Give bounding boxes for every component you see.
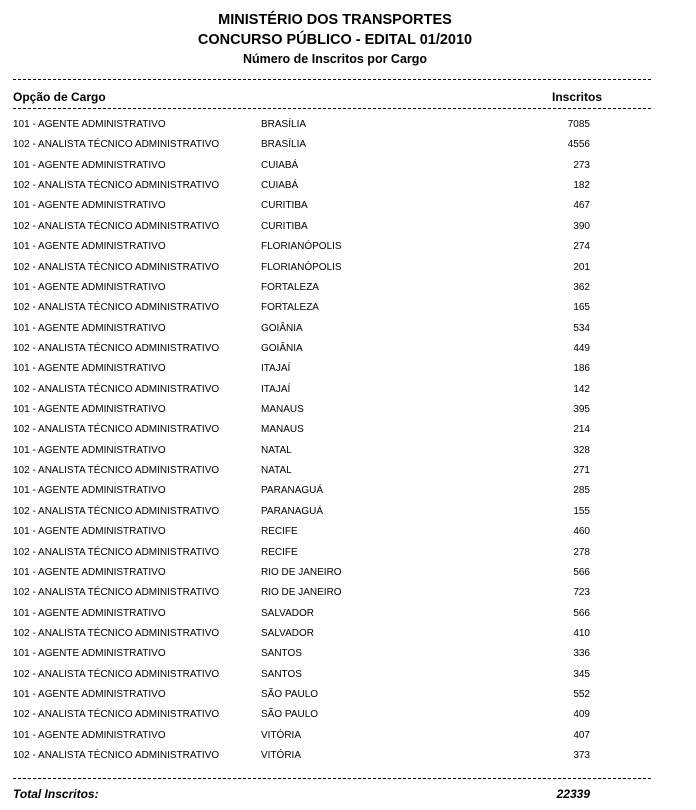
cargo-cell: 101 - AGENTE ADMINISTRATIVO: [13, 485, 166, 497]
inscritos-cell: 186: [573, 363, 590, 375]
table-row: [0, 380, 696, 400]
inscritos-cell: 390: [573, 220, 590, 232]
cargo-cell: 102 - ANALISTA TÉCNICO ADMINISTRATIVO: [13, 587, 220, 599]
cargo-cell: 101 - AGENTE ADMINISTRATIVO: [13, 526, 166, 538]
table-row: [0, 685, 696, 705]
table-row: [0, 502, 696, 522]
city-cell: PARANAGUÁ: [261, 485, 324, 497]
cargo-cell: 102 - ANALISTA TÉCNICO ADMINISTRATIVO: [13, 180, 220, 192]
city-cell: CURITIBA: [261, 220, 308, 232]
city-cell: BRASÍLIA: [261, 139, 307, 151]
table-row: [0, 176, 696, 196]
cargo-cell: 102 - ANALISTA TÉCNICO ADMINISTRATIVO: [13, 139, 220, 151]
city-cell: FORTALEZA: [261, 302, 319, 314]
top-divider: [13, 79, 651, 80]
table-row: [0, 217, 696, 237]
table-row: [0, 359, 696, 379]
city-cell: GOIÂNIA: [261, 322, 303, 334]
city-cell: FLORIANÓPOLIS: [261, 261, 342, 273]
cargo-cell: 102 - ANALISTA TÉCNICO ADMINISTRATIVO: [13, 546, 220, 558]
inscritos-cell: 723: [573, 587, 590, 599]
inscritos-cell: 373: [573, 750, 590, 762]
table-row: [0, 339, 696, 359]
cargo-cell: 101 - AGENTE ADMINISTRATIVO: [13, 607, 166, 619]
inscritos-cell: 409: [573, 709, 590, 721]
inscritos-cell: 566: [573, 566, 590, 578]
city-cell: MANAUS: [261, 424, 304, 436]
table-row: [0, 583, 696, 603]
city-cell: RECIFE: [261, 546, 298, 558]
table-row: [0, 258, 696, 278]
table-row: [0, 746, 696, 766]
table-row: [0, 705, 696, 725]
table-row: [0, 135, 696, 155]
cargo-cell: 101 - AGENTE ADMINISTRATIVO: [13, 241, 166, 253]
cargo-cell: 101 - AGENTE ADMINISTRATIVO: [13, 281, 166, 293]
cargo-cell: 101 - AGENTE ADMINISTRATIVO: [13, 119, 166, 130]
total-value: 22339: [556, 787, 590, 801]
city-cell: MANAUS: [261, 404, 304, 416]
cargo-cell: 102 - ANALISTA TÉCNICO ADMINISTRATIVO: [13, 668, 220, 680]
cargo-cell: 101 - AGENTE ADMINISTRATIVO: [13, 729, 166, 741]
inscritos-cell: 534: [573, 322, 590, 334]
city-cell: NATAL: [261, 444, 292, 456]
city-cell: VITÓRIA: [261, 729, 302, 741]
report-subtitle: Número de Inscritos por Cargo: [242, 52, 428, 66]
inscritos-cell: 285: [573, 485, 590, 497]
inscritos-cell: 4556: [567, 139, 590, 151]
table-row: [0, 400, 696, 420]
inscritos-cell: 449: [573, 342, 590, 354]
cargo-cell: 102 - ANALISTA TÉCNICO ADMINISTRATIVO: [13, 627, 220, 639]
table-row: [0, 420, 696, 440]
header-divider: [13, 108, 651, 109]
inscritos-cell: 328: [573, 444, 590, 456]
table-row: [0, 115, 696, 135]
table-row: [0, 563, 696, 583]
cargo-cell: 102 - ANALISTA TÉCNICO ADMINISTRATIVO: [13, 383, 220, 395]
inscritos-cell: 271: [573, 465, 590, 477]
table-row: [0, 461, 696, 481]
inscritos-cell: 7085: [567, 119, 590, 130]
cargo-cell: 102 - ANALISTA TÉCNICO ADMINISTRATIVO: [13, 505, 220, 517]
city-cell: VITÓRIA: [261, 750, 302, 762]
table-row: [0, 319, 696, 339]
column-header-inscritos: Inscritos: [552, 90, 603, 104]
city-cell: BRASÍLIA: [261, 119, 307, 130]
cargo-cell: 102 - ANALISTA TÉCNICO ADMINISTRATIVO: [13, 424, 220, 436]
city-cell: CUIABÁ: [261, 180, 299, 192]
cargo-cell: 102 - ANALISTA TÉCNICO ADMINISTRATIVO: [13, 465, 220, 477]
city-cell: SÃO PAULO: [261, 689, 319, 701]
cargo-cell: 101 - AGENTE ADMINISTRATIVO: [13, 322, 166, 334]
cargo-cell: 102 - ANALISTA TÉCNICO ADMINISTRATIVO: [13, 261, 220, 273]
cargo-cell: 102 - ANALISTA TÉCNICO ADMINISTRATIVO: [13, 750, 220, 762]
inscritos-cell: 273: [573, 159, 590, 171]
table-row: [0, 156, 696, 176]
inscritos-cell: 278: [573, 546, 590, 558]
city-cell: ITAJAÍ: [261, 383, 291, 395]
table-row: [0, 604, 696, 624]
city-cell: SANTOS: [261, 668, 302, 680]
table-row: [0, 196, 696, 216]
city-cell: NATAL: [261, 465, 292, 477]
cargo-cell: 102 - ANALISTA TÉCNICO ADMINISTRATIVO: [13, 342, 220, 354]
cargo-cell: 101 - AGENTE ADMINISTRATIVO: [13, 689, 166, 701]
cargo-cell: 101 - AGENTE ADMINISTRATIVO: [13, 200, 166, 212]
table-row: [0, 278, 696, 298]
inscritos-cell: 407: [573, 729, 590, 741]
inscritos-cell: 182: [573, 180, 590, 192]
inscritos-cell: 214: [573, 424, 590, 436]
inscritos-cell: 336: [573, 648, 590, 660]
inscritos-cell: 201: [573, 261, 590, 273]
cargo-cell: 102 - ANALISTA TÉCNICO ADMINISTRATIVO: [13, 709, 220, 721]
city-cell: SALVADOR: [261, 607, 314, 619]
inscritos-cell: 165: [573, 302, 590, 314]
table-row: [0, 665, 696, 685]
table-row: [0, 522, 696, 542]
table-row: [0, 298, 696, 318]
inscritos-cell: 467: [573, 200, 590, 212]
table-row: [0, 624, 696, 644]
city-cell: SALVADOR: [261, 627, 314, 639]
bottom-divider: [13, 778, 651, 779]
inscritos-cell: 410: [573, 627, 590, 639]
table-row: [0, 481, 696, 501]
cargo-cell: 102 - ANALISTA TÉCNICO ADMINISTRATIVO: [13, 220, 220, 232]
city-cell: SANTOS: [261, 648, 302, 660]
inscritos-cell: 566: [573, 607, 590, 619]
city-cell: FLORIANÓPOLIS: [261, 241, 342, 253]
inscritos-cell: 155: [573, 505, 590, 517]
inscritos-cell: 345: [573, 668, 590, 680]
ministry-title: MINISTÉRIO DOS TRANSPORTES: [218, 12, 452, 28]
total-label: Total Inscritos:: [13, 787, 99, 801]
document-header: [0, 10, 670, 68]
city-cell: RIO DE JANEIRO: [261, 566, 342, 578]
column-header-cargo: Opção de Cargo: [13, 90, 106, 104]
city-cell: RIO DE JANEIRO: [261, 587, 342, 599]
contest-title: CONCURSO PÚBLICO - EDITAL 01/2010: [197, 32, 473, 48]
inscritos-cell: 142: [573, 383, 590, 395]
city-cell: PARANAGUÁ: [261, 505, 324, 517]
table-row: [0, 543, 696, 563]
cargo-cell: 101 - AGENTE ADMINISTRATIVO: [13, 648, 166, 660]
cargo-cell: 101 - AGENTE ADMINISTRATIVO: [13, 404, 166, 416]
inscritos-cell: 274: [573, 241, 590, 253]
cargo-cell: 102 - ANALISTA TÉCNICO ADMINISTRATIVO: [13, 302, 220, 314]
cargo-cell: 101 - AGENTE ADMINISTRATIVO: [13, 159, 166, 171]
inscritos-cell: 552: [573, 689, 590, 701]
table-row: [0, 644, 696, 664]
city-cell: GOIÂNIA: [261, 342, 303, 354]
inscritos-cell: 362: [573, 281, 590, 293]
city-cell: ITAJAÍ: [261, 363, 291, 375]
registrations-table: [0, 115, 696, 767]
inscritos-cell: 395: [573, 404, 590, 416]
city-cell: CUIABÁ: [261, 159, 299, 171]
city-cell: RECIFE: [261, 526, 298, 538]
cargo-cell: 101 - AGENTE ADMINISTRATIVO: [13, 566, 166, 578]
table-row: [0, 237, 696, 257]
cargo-cell: 101 - AGENTE ADMINISTRATIVO: [13, 444, 166, 456]
table-row: [0, 441, 696, 461]
city-cell: FORTALEZA: [261, 281, 319, 293]
cargo-cell: 101 - AGENTE ADMINISTRATIVO: [13, 363, 166, 375]
inscritos-cell: 460: [573, 526, 590, 538]
table-row: [0, 726, 696, 746]
city-cell: SÃO PAULO: [261, 709, 319, 721]
city-cell: CURITIBA: [261, 200, 308, 212]
